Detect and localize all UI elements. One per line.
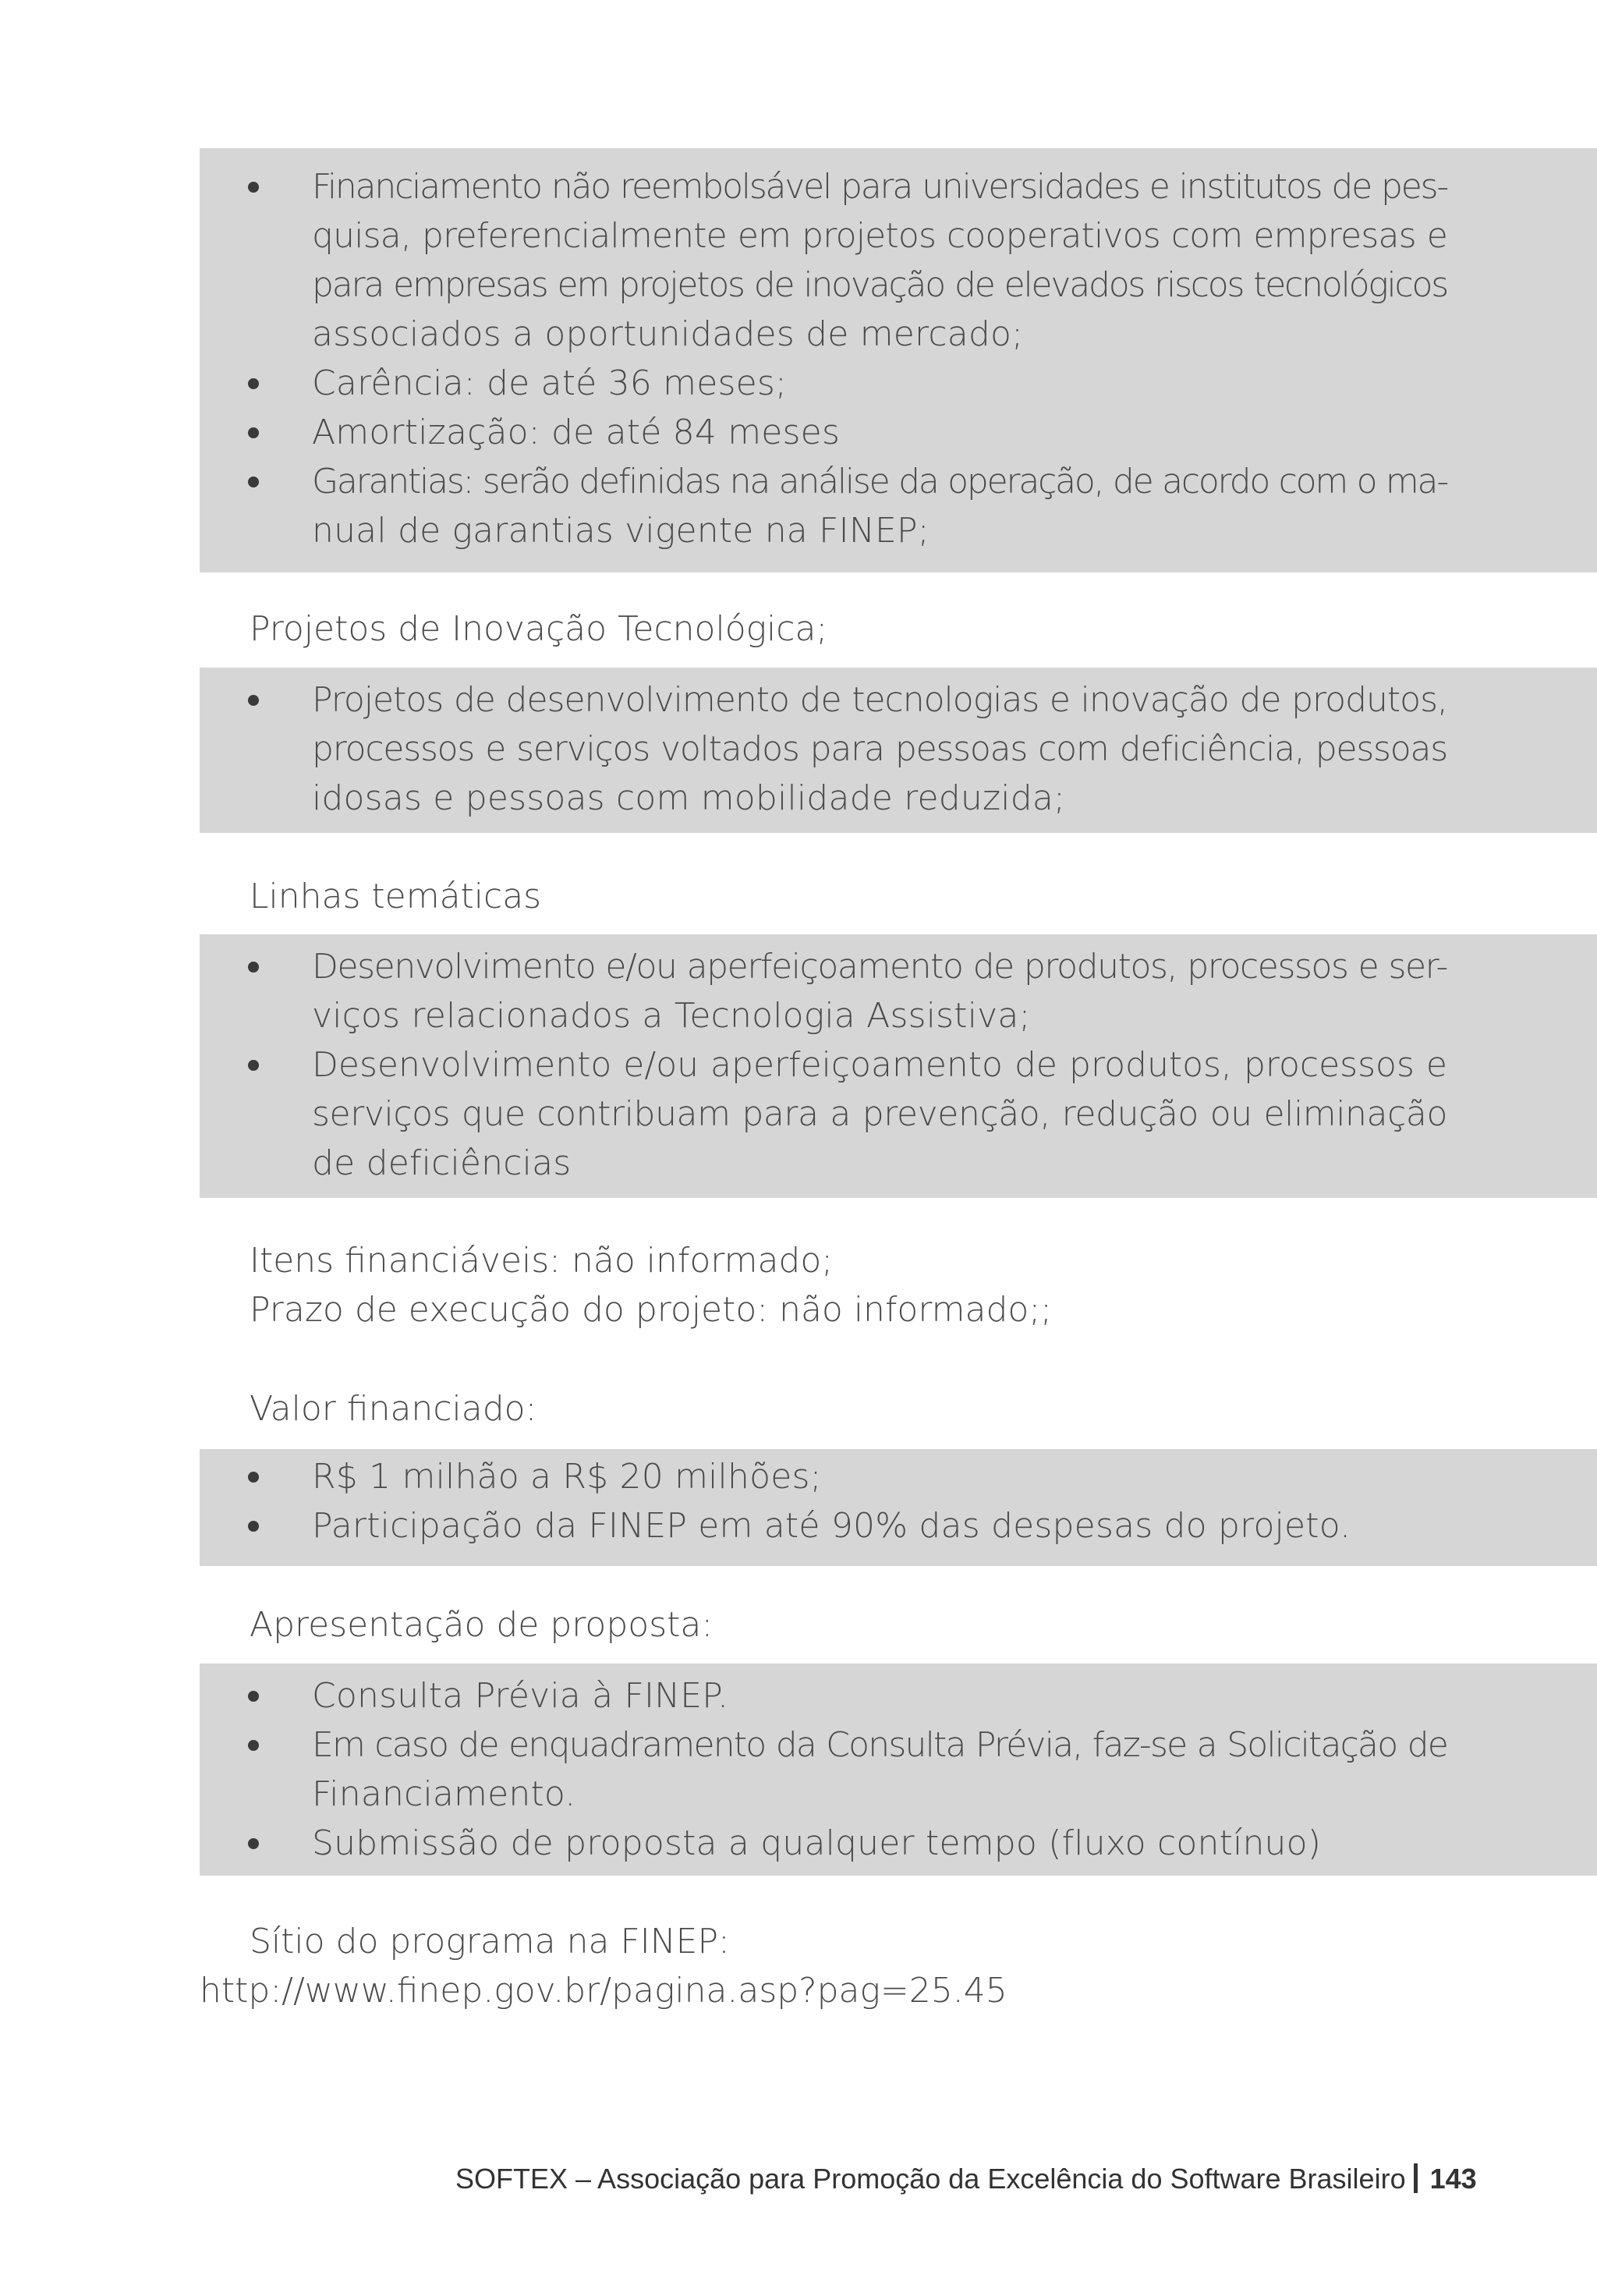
box1-item1-line2: quisa, preferencialmente em projetos cooperativos com empresas e [312,216,1447,256]
page-footer [455,2160,1477,2198]
box1-item1-line4: associados a oportunidades de mercado; [312,314,1024,354]
box2-item1-line1: Projetos de desenvolvimento de tecnologias e inovação de produtos, [312,680,1447,720]
page-number: 143 [1429,2163,1477,2195]
bullet-dot [248,1691,259,1702]
box1-item4-line1: Garantias: serão definidas na análise da operação, de acordo com o ma- [312,462,1447,501]
itens-financiaveis: Itens financiáveis: não informado; [250,1241,834,1281]
box4-item2: Participação da FINEP em até 90% das despesas do projeto. [312,1506,1351,1546]
box1-item2: Carência: de até 36 meses; [312,363,788,403]
box3-item2-line2: serviços que contribuam para a prevenção, redução ou eliminação [312,1094,1447,1134]
bullet-dot [248,477,259,487]
box1-item3: Amortização: de até 84 meses [312,413,841,452]
heading-apresentacao: Apresentação de proposta: [250,1605,714,1645]
bullet-dot [248,182,259,193]
footer-text: SOFTEX – Associação para Promoção da Excelência do Software Brasileiro [455,2163,1406,2195]
heading-projetos: Projetos de Inovação Tecnológica; [250,609,828,649]
box5-item2-line1: Em caso de enquadramento da Consulta Prévia, faz-se a Solicitação de [312,1725,1447,1765]
bullet-dot [248,1060,259,1071]
footer-separator [1414,2163,1418,2193]
box4-item1: R$ 1 milhão a R$ 20 milhões; [312,1457,822,1497]
heading-valor-financiado: Valor financiado: [250,1389,537,1429]
box3-item2-line1: Desenvolvimento e/ou aperfeiçoamento de produtos, processos e [312,1045,1447,1085]
heading-linhas-tematicas: Linhas temáticas [250,877,542,916]
sitio-url-link[interactable]: http://www.finep.gov.br/pagina.asp?pag=25.45 [200,1971,1007,2011]
box1-item1-line1: Financiamento não reembolsável para universidades e institutos de pes- [312,167,1447,207]
bullet-dot [248,695,259,706]
bullet-dot [248,378,259,389]
sitio-label: Sítio do programa na FINEP: [250,1922,730,1961]
box2-item1-line2: processos e serviços voltados para pessoas com deficiência, pessoas [312,729,1447,769]
bullet-dot [248,1740,259,1751]
box3-item1-line2: viços relacionados a Tecnologia Assistiva; [312,996,1031,1036]
bullet-dot [248,427,259,438]
box3-item2-line3: de deficiências [312,1143,572,1183]
box5-item2-line2: Financiamento. [312,1774,576,1814]
bullet-dot [248,1838,259,1849]
bullet-dot [248,962,259,973]
bullet-dot [248,1521,259,1532]
box1-item1-line3: para empresas em projetos de inovação de elevados riscos tecnológicos [312,265,1447,305]
box5-item3: Submissão de proposta a qualquer tempo (fluxo contínuo) [312,1823,1322,1863]
box1-item4-line2: nual de garantias vigente na FINEP; [312,511,930,551]
box5-item1: Consulta Prévia à FINEP. [312,1676,729,1716]
prazo-execucao: Prazo de execução do projeto: não informado;; [250,1290,1052,1330]
bullet-dot [248,1472,259,1483]
box3-item1-line1: Desenvolvimento e/ou aperfeiçoamento de produtos, processos e ser- [312,947,1447,987]
box2-item1-line3: idosas e pessoas com mobilidade reduzida; [312,778,1066,818]
